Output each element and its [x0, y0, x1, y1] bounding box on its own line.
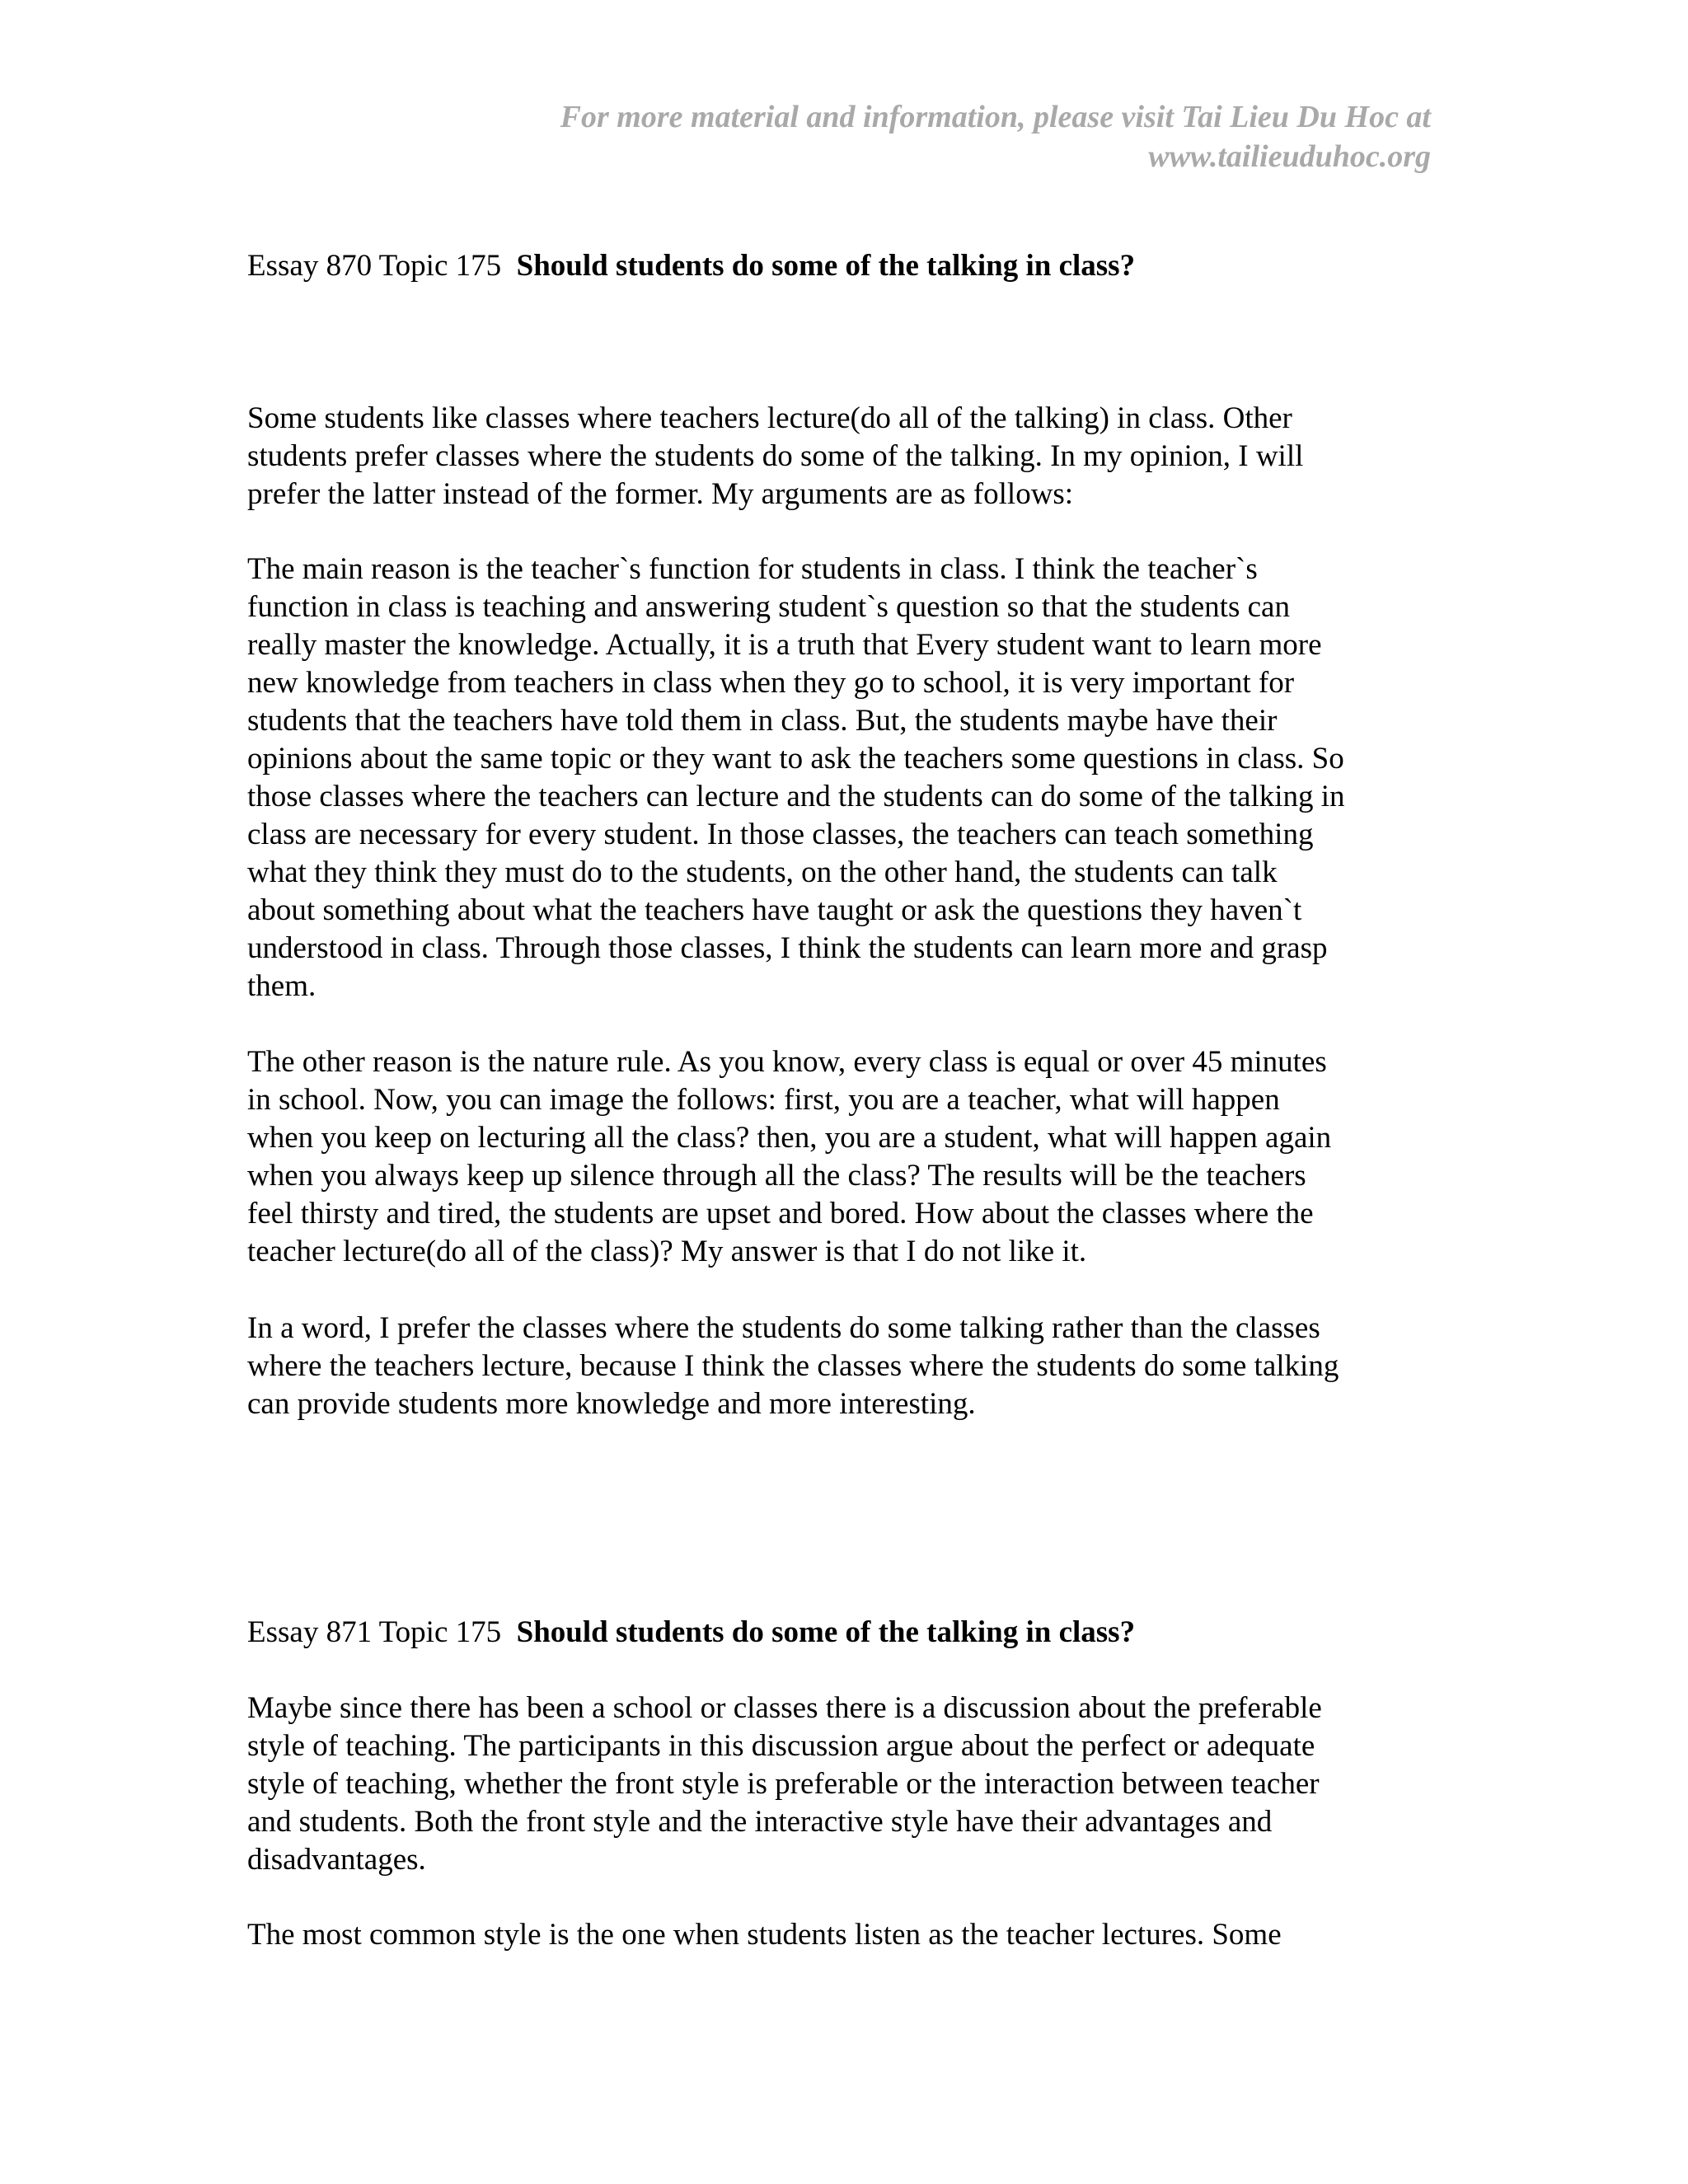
header-note [359, 97, 1431, 176]
header-note-url: www.tailieuduhoc.org [1148, 139, 1431, 174]
essay-870-label: Essay 870 Topic 175 [247, 249, 502, 283]
essay-871-paragraph-2: The most common style is the one when students listen as the teacher lectures. Some [247, 1918, 1282, 1952]
essay-871-label: Essay 871 Topic 175 [247, 1615, 502, 1649]
essay-870-paragraph-3: The other reason is the nature rule. As you know, every class is equal or over 45 minutes in school. Now, you can image the follows: first, you are a teacher, what will happen when you keep on lecturing all the class? then, you are a student, what will happen again when you always keep up silence through all the class? The results will be the teachers feel thirsty and tired, the students are upset and bored. How about the classes where the teacher lecture(do all of the class)? My answer is that I do not like it. [247, 1045, 1332, 1268]
essay-871-title: Should students do some of the talking in class? [516, 1615, 1136, 1649]
essay-870-paragraph-1: Some students like classes where teachers lecture(do all of the talking) in class. Other students prefer classes where the students do some of the talking. In my opinion, I will prefer the latter instead of the former. My arguments are as follows: [247, 401, 1304, 511]
essay-870-title: Should students do some of the talking in class? [516, 249, 1136, 283]
header-note-line-1: For more material and information, please visit Tai Lieu Du Hoc at [560, 100, 1431, 134]
essay-870-paragraph-2: The main reason is the teacher`s function for students in class. I think the teacher`s function in class is teaching and answering student`s question so that the students can really master the knowledge. Actually, it is a truth that Every student want to learn more new knowledge from teachers in class when they go to school, it is very important for students that the teachers have told them in class. But, the students maybe have their opinions about the same topic or they want to ask the teachers some questions in class. So those classes where the teachers can lecture and the students can do some of the talking in class are necessary for every student. In those classes, the teachers can teach something what they think they must do to the students, on the other hand, the students can talk about something about what the teachers have taught or ask the questions they haven`t understood in class. Through those classes, I think the students can learn more and grasp them. [247, 552, 1345, 1003]
essay-871-heading [247, 1614, 1135, 1652]
essay-870-heading [247, 247, 1135, 285]
essay-871-paragraph-1: Maybe since there has been a school or classes there is a discussion about the preferable style of teaching. The participants in this discussion argue about the perfect or adequate style of teaching, whether the front style is preferable or the interaction between teacher and students. Both the front style and the interactive style have their advantages and disadvantages. [247, 1691, 1322, 1877]
essay-870-paragraph-4: In a word, I prefer the classes where the students do some talking rather than the classes where the teachers lecture, because I think the classes where the students do some talking can provide students more knowledge and more interesting. [247, 1311, 1339, 1421]
